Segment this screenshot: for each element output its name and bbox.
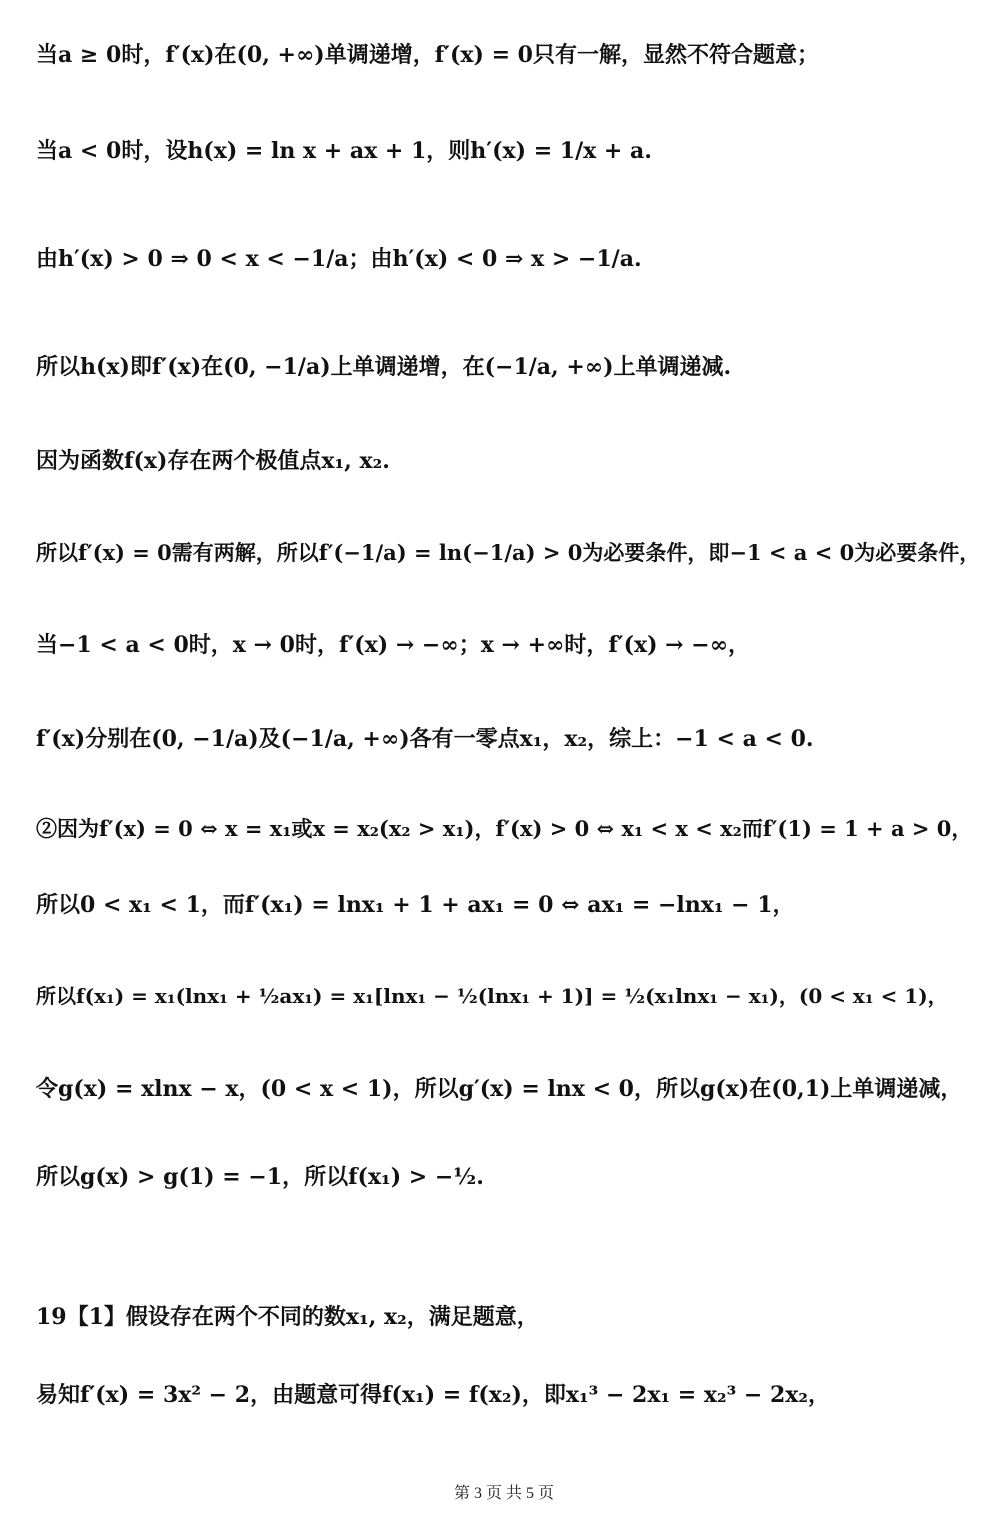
text-line-12: 令g(x) = xlnx − x，(0 < x < 1)，所以g′(x) = lnx < 0，所以g(x)在(0,1)上单调递减， bbox=[36, 1076, 963, 1102]
text-line-5: 因为函数f(x)存在两个极值点x₁, x₂. bbox=[36, 448, 390, 474]
text-line-1: 当a ≥ 0时，f′(x)在(0, +∞)单调递增，f′(x) = 0只有一解，显然不符合题意； bbox=[36, 42, 819, 68]
text-line-10: 所以0 < x₁ < 1，而f′(x₁) = lnx₁ + 1 + ax₁ = 0 ⇔ ax₁ = −lnx₁ − 1， bbox=[36, 892, 795, 918]
text-line-6: 所以f′(x) = 0需有两解，所以f′(−1/a) = ln(−1/a) > 0为必要条件，即−1 < a < 0为必要条件， bbox=[36, 540, 981, 565]
page-number-footer: 第 3 页 共 5 页 bbox=[453, 1485, 554, 1502]
text-line-11: 所以f(x₁) = x₁(lnx₁ + ½ax₁) = x₁[lnx₁ − ½(lnx₁ + 1)] = ½(x₁lnx₁ − x₁)，(0 < x₁ < 1)， bbox=[36, 984, 948, 1008]
text-line-14: 19【1】假设存在两个不同的数x₁, x₂，满足题意， bbox=[36, 1304, 539, 1330]
text-line-2: 当a < 0时，设h(x) = ln x + ax + 1，则h′(x) = 1/x + a. bbox=[36, 138, 652, 164]
text-line-13: 所以g(x) > g(1) = −1，所以f(x₁) > −½. bbox=[36, 1164, 484, 1190]
text-line-15: 易知f′(x) = 3x² − 2，由题意可得f(x₁) = f(x₂)，即x₁³ − 2x₁ = x₂³ − 2x₂， bbox=[36, 1382, 831, 1408]
text-line-7: 当−1 < a < 0时，x → 0时，f′(x) → −∞；x → +∞时，f′(x) → −∞， bbox=[36, 632, 751, 658]
text-line-8: f′(x)分别在(0, −1/a)及(−1/a, +∞)各有一零点x₁，x₂，综上：−1 < a < 0. bbox=[36, 726, 814, 752]
text-line-3: 由h′(x) > 0 ⇒ 0 < x < −1/a；由h′(x) < 0 ⇒ x > −1/a. bbox=[36, 246, 642, 272]
text-line-4: 所以h(x)即f′(x)在(0, −1/a)上单调递增，在(−1/a, +∞)上单调递减. bbox=[36, 354, 732, 380]
text-line-9: ②因为f′(x) = 0 ⇔ x = x₁或x = x₂(x₂ > x₁)，f′(x) > 0 ⇔ x₁ < x < x₂而f′(1) = 1 + a > 0， bbox=[36, 816, 973, 841]
